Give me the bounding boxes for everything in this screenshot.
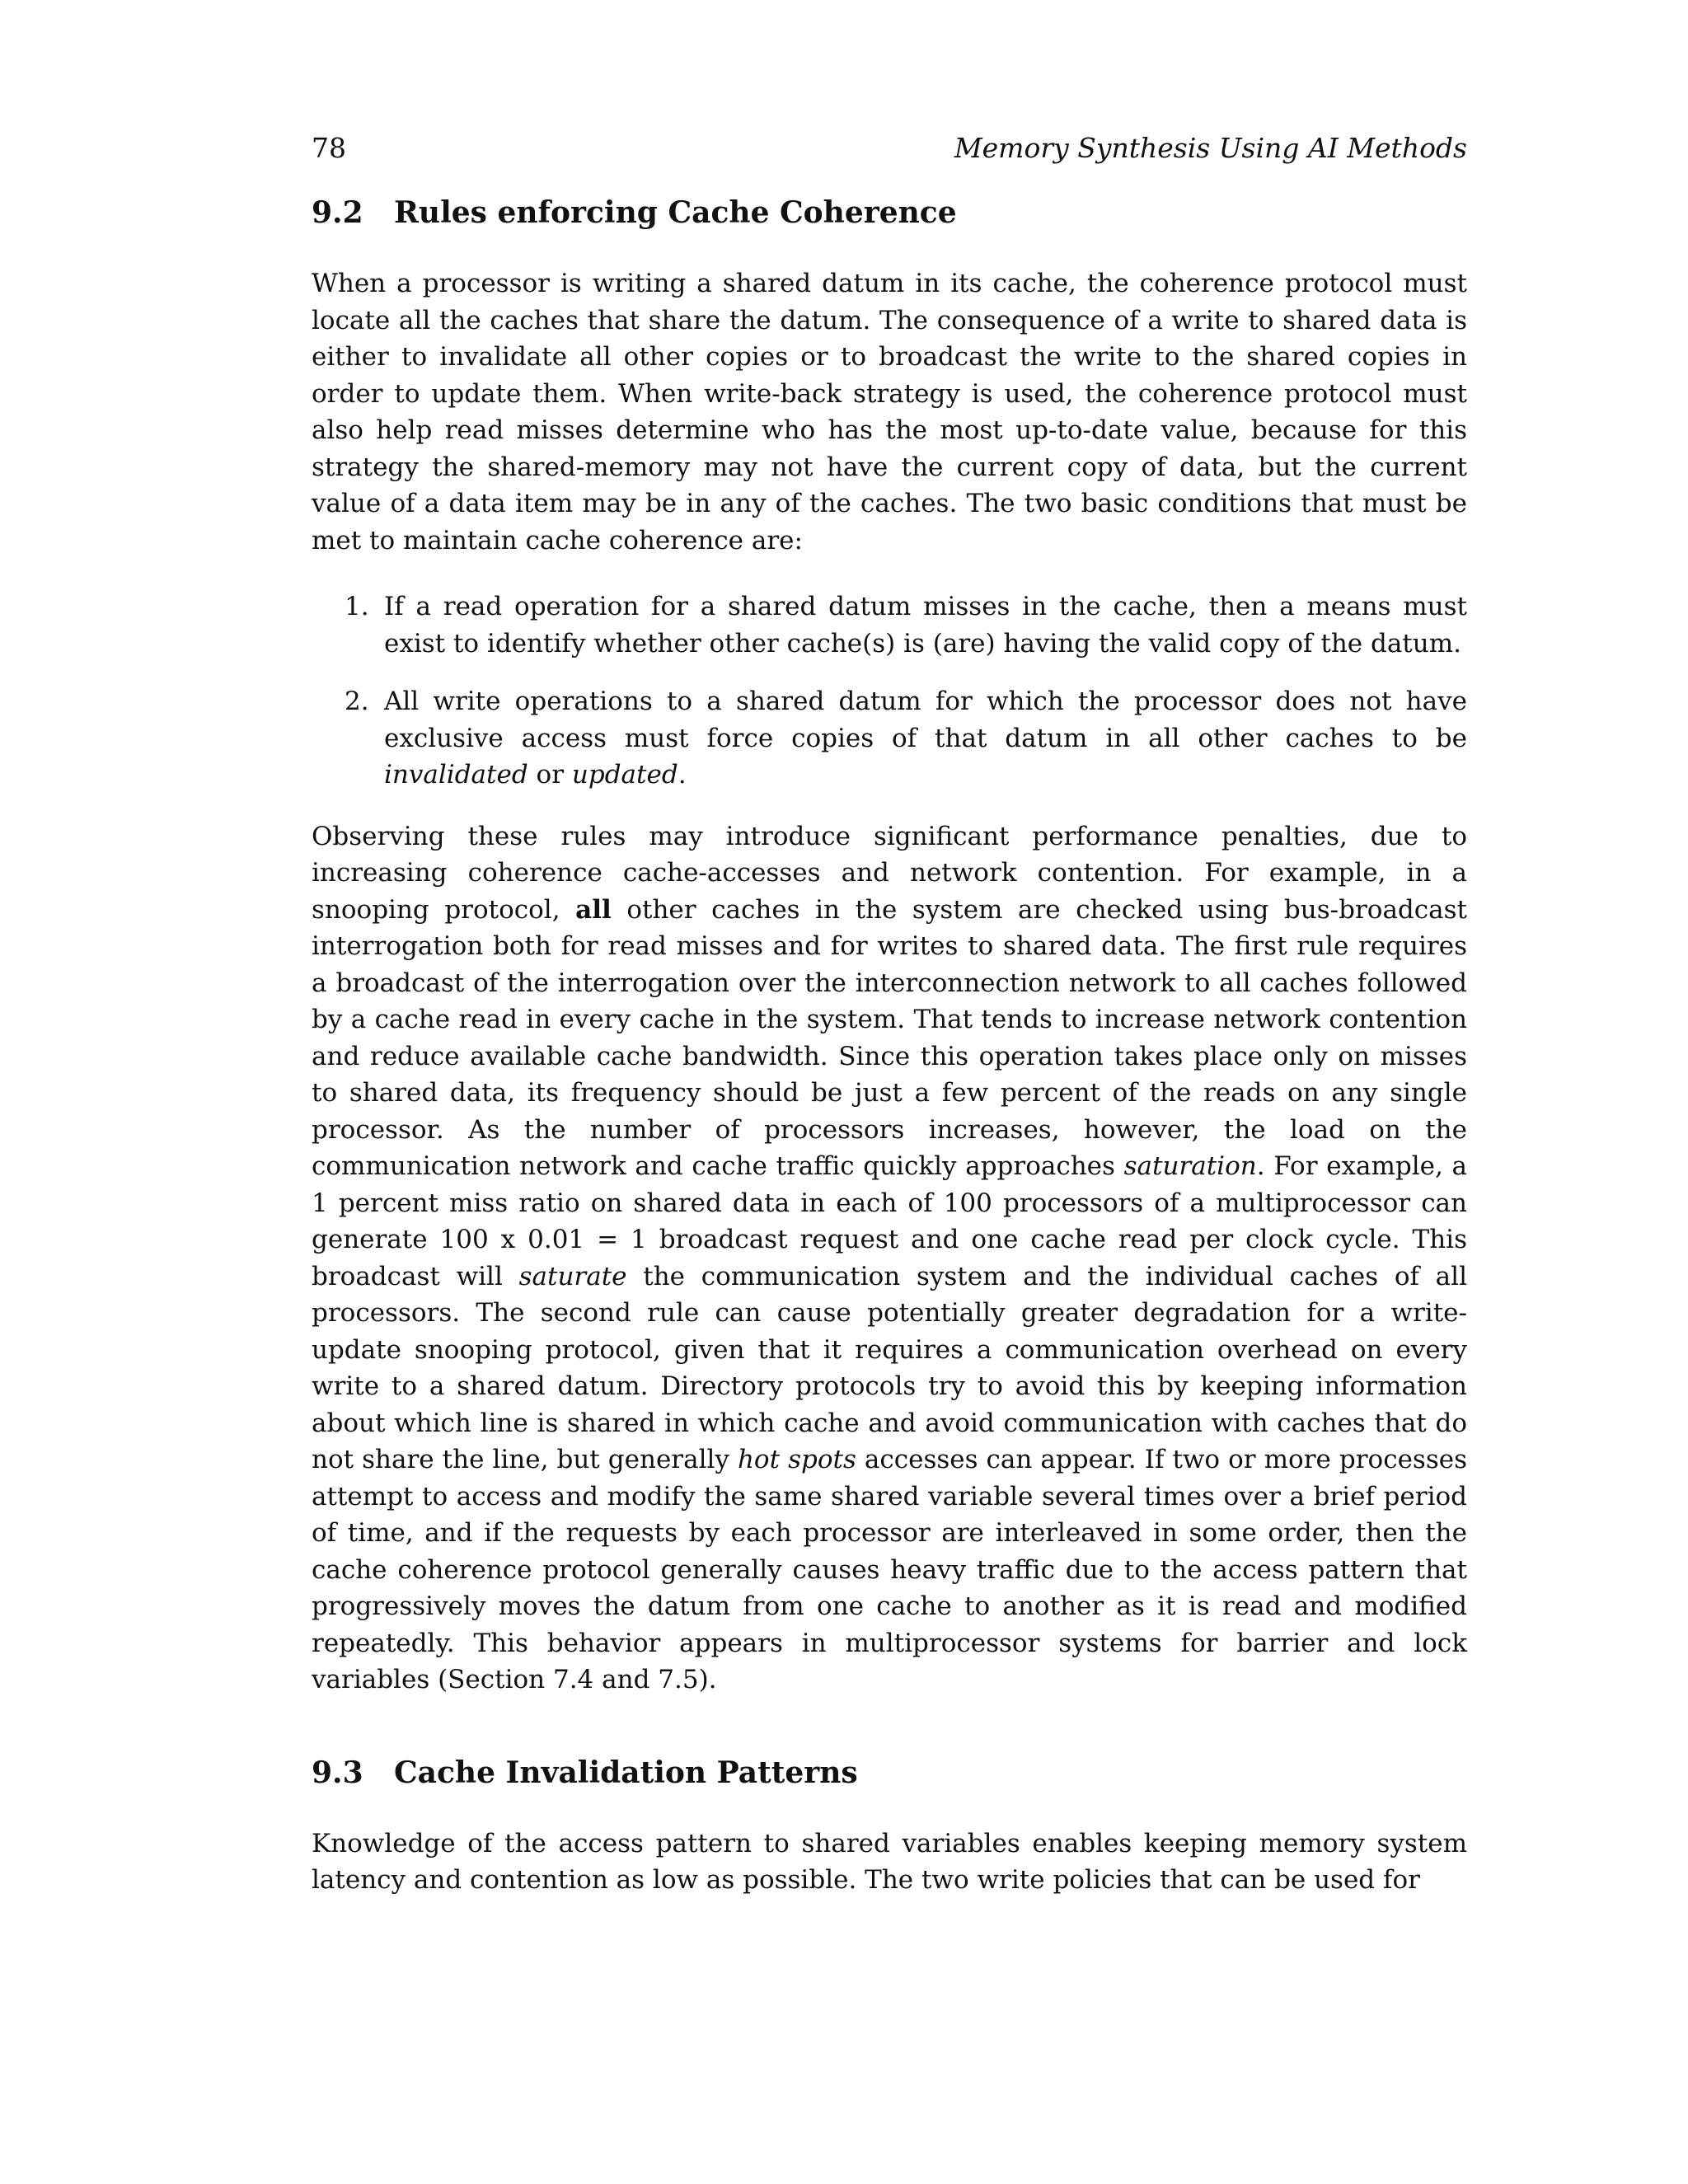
paragraph-text: . For example, a 1 percent miss ratio on shared data in each of 100 processors of a multiprocessor can generate 100 x 0.01 = 1 broadcast request and one cache read per clock cycle. This broadcast will [312,1151,1468,1291]
rules-paragraph [312,818,1467,1699]
running-title: Memory Synthesis Using AI Methods [954,132,1467,164]
emphasis-updated: updated [571,760,678,790]
page-content [312,124,1467,1899]
paragraph-text: other caches in the system are checked using bus-broadcast interrogation both for read misses and for writes to shared data. The first rule requires a broadcast of the interrogation over the interconnection network to all caches followed by a cache read in every cache in the system. That tends to increase network contention and reduce available cache bandwidth. Since this operation takes place only on misses to shared data, its frequency should be just a few percent of the reads on any single processor. As the number of processors increases, however, the load on the communication network and cache traffic quickly approaches [312,894,1467,1181]
emphasis-saturate: saturate [518,1261,627,1291]
list-marker: 1. [345,592,369,621]
list-item [312,683,1467,794]
list-item [312,588,1467,662]
section-heading-9-2 [312,190,1467,236]
list-marker: 2. [345,687,369,716]
section-number: 9.2 [312,195,363,230]
section-title: Cache Invalidation Patterns [394,1755,858,1790]
section-number: 9.3 [312,1755,363,1790]
list-item-text: All write operations to a shared datum for which the processor does not have exclusive access must force copies of that datum in all other caches to be [384,687,1467,753]
emphasis-invalidated: invalidated [384,760,528,790]
intro-paragraph: When a processor is writing a shared datum in its cache, the coherence protocol must locate all the caches that share the datum. The consequence of a write to shared data is either to invalidate all other copies or to broadcast the write to the shared copies in order to update them. When write-back strategy is used, the coherence protocol must also help read misses determine who has the most up-to-date value, because for this strategy the shared-memory may not have the current copy of data, but the current value of a data item may be in any of the caches. The two basic conditions that must be met to maintain cache coherence are: [312,269,1467,555]
list-item-text: If a read operation for a shared datum misses in the cache, then a means must exist to identify whether other cache(s) is (are) having the valid copy of the datum. [384,592,1467,658]
running-head [312,124,1467,173]
knowledge-paragraph: Knowledge of the access pattern to shared variables enables keeping memory system latency and contention as low as possible. The two write policies that can be used for [312,1828,1467,1895]
paragraph-text: Observing these rules may introduce significant performance penalties, due to increasing coherence cache-accesses and network contention. For example, in a snooping protocol, [312,821,1467,925]
list-item-text: or [528,760,572,790]
section-title: Rules enforcing Cache Coherence [394,195,957,230]
paragraph-text: accesses can appear. If two or more processes attempt to access and modify the same shared variable several times over a brief period of time, and if the requests by each processor are interleaved in some order, then the cache coherence protocol generally causes heavy traffic due to the access pattern that progressively moves the datum from one cache to another as it is read and modified repeatedly. This behavior appears in multiprocessor systems for barrier and lock variables (Section 7.4 and 7.5). [312,1445,1467,1694]
bold-all: all [575,894,612,925]
section-heading-9-3 [312,1750,1467,1796]
emphasis-saturation: saturation [1123,1151,1257,1181]
page-number: 78 [312,132,346,164]
emphasis-hot-spots: hot spots [737,1445,856,1474]
coherence-conditions-list [312,588,1467,794]
list-item-text: . [678,760,687,790]
paragraph-text: the communication system and the individual caches of all processors. The second rule can cause potentially greater degradation for a write-update snooping protocol, given that it requires a communication overhead on every write to a shared datum. Directory protocols try to avoid this by keeping information about which line is shared in which cache and avoid communication with caches that do not share the line, but generally [312,1261,1467,1474]
